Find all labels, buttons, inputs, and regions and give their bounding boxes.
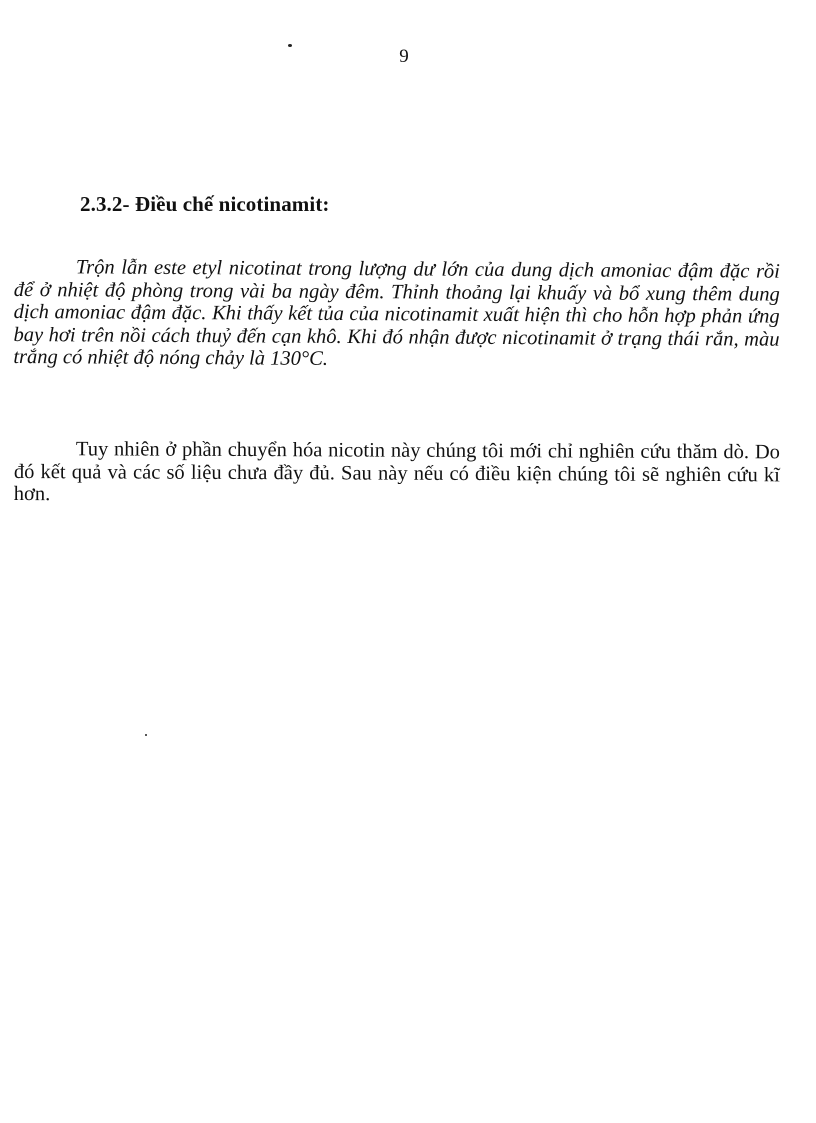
paragraph-text: Tuy nhiên ở phần chuyển hóa nicotin này chúng tôi mới chỉ nghiên cứu thăm dò. Do đó kết quả và các số liệu chưa đầy đủ. Sau này nếu có điều kiện chúng tôi sẽ nghiên cứu kĩ hơn. — [13, 438, 780, 506]
paragraph-preparation — [13, 256, 780, 373]
paragraph-conclusion — [14, 438, 780, 509]
page-number: 9 — [399, 46, 409, 67]
scan-speck — [145, 734, 147, 736]
section-heading: 2.3.2- Điều chế nicotinamit: — [80, 192, 330, 216]
paragraph-text: Trộn lẫn este etyl nicotinat trong lượng dư lớn của dung dịch amoniac đậm đặc rồi để ở nhiệt độ phòng trong vài ba ngày đêm. Thỉnh thoảng lại khuấy và bổ xung thêm dung dịch amoniac đậm đặc. Khi thấy kết tủa của nicotinamit xuất hiện thì cho hỗn hợp phản ứng bay hơi trên nồi cách thuỷ đến cạn khô. Khi đó nhận được nicotinamit ở trạng thái rắn, màu trắng có nhiệt độ nóng chảy là 130°C. — [13, 256, 780, 370]
